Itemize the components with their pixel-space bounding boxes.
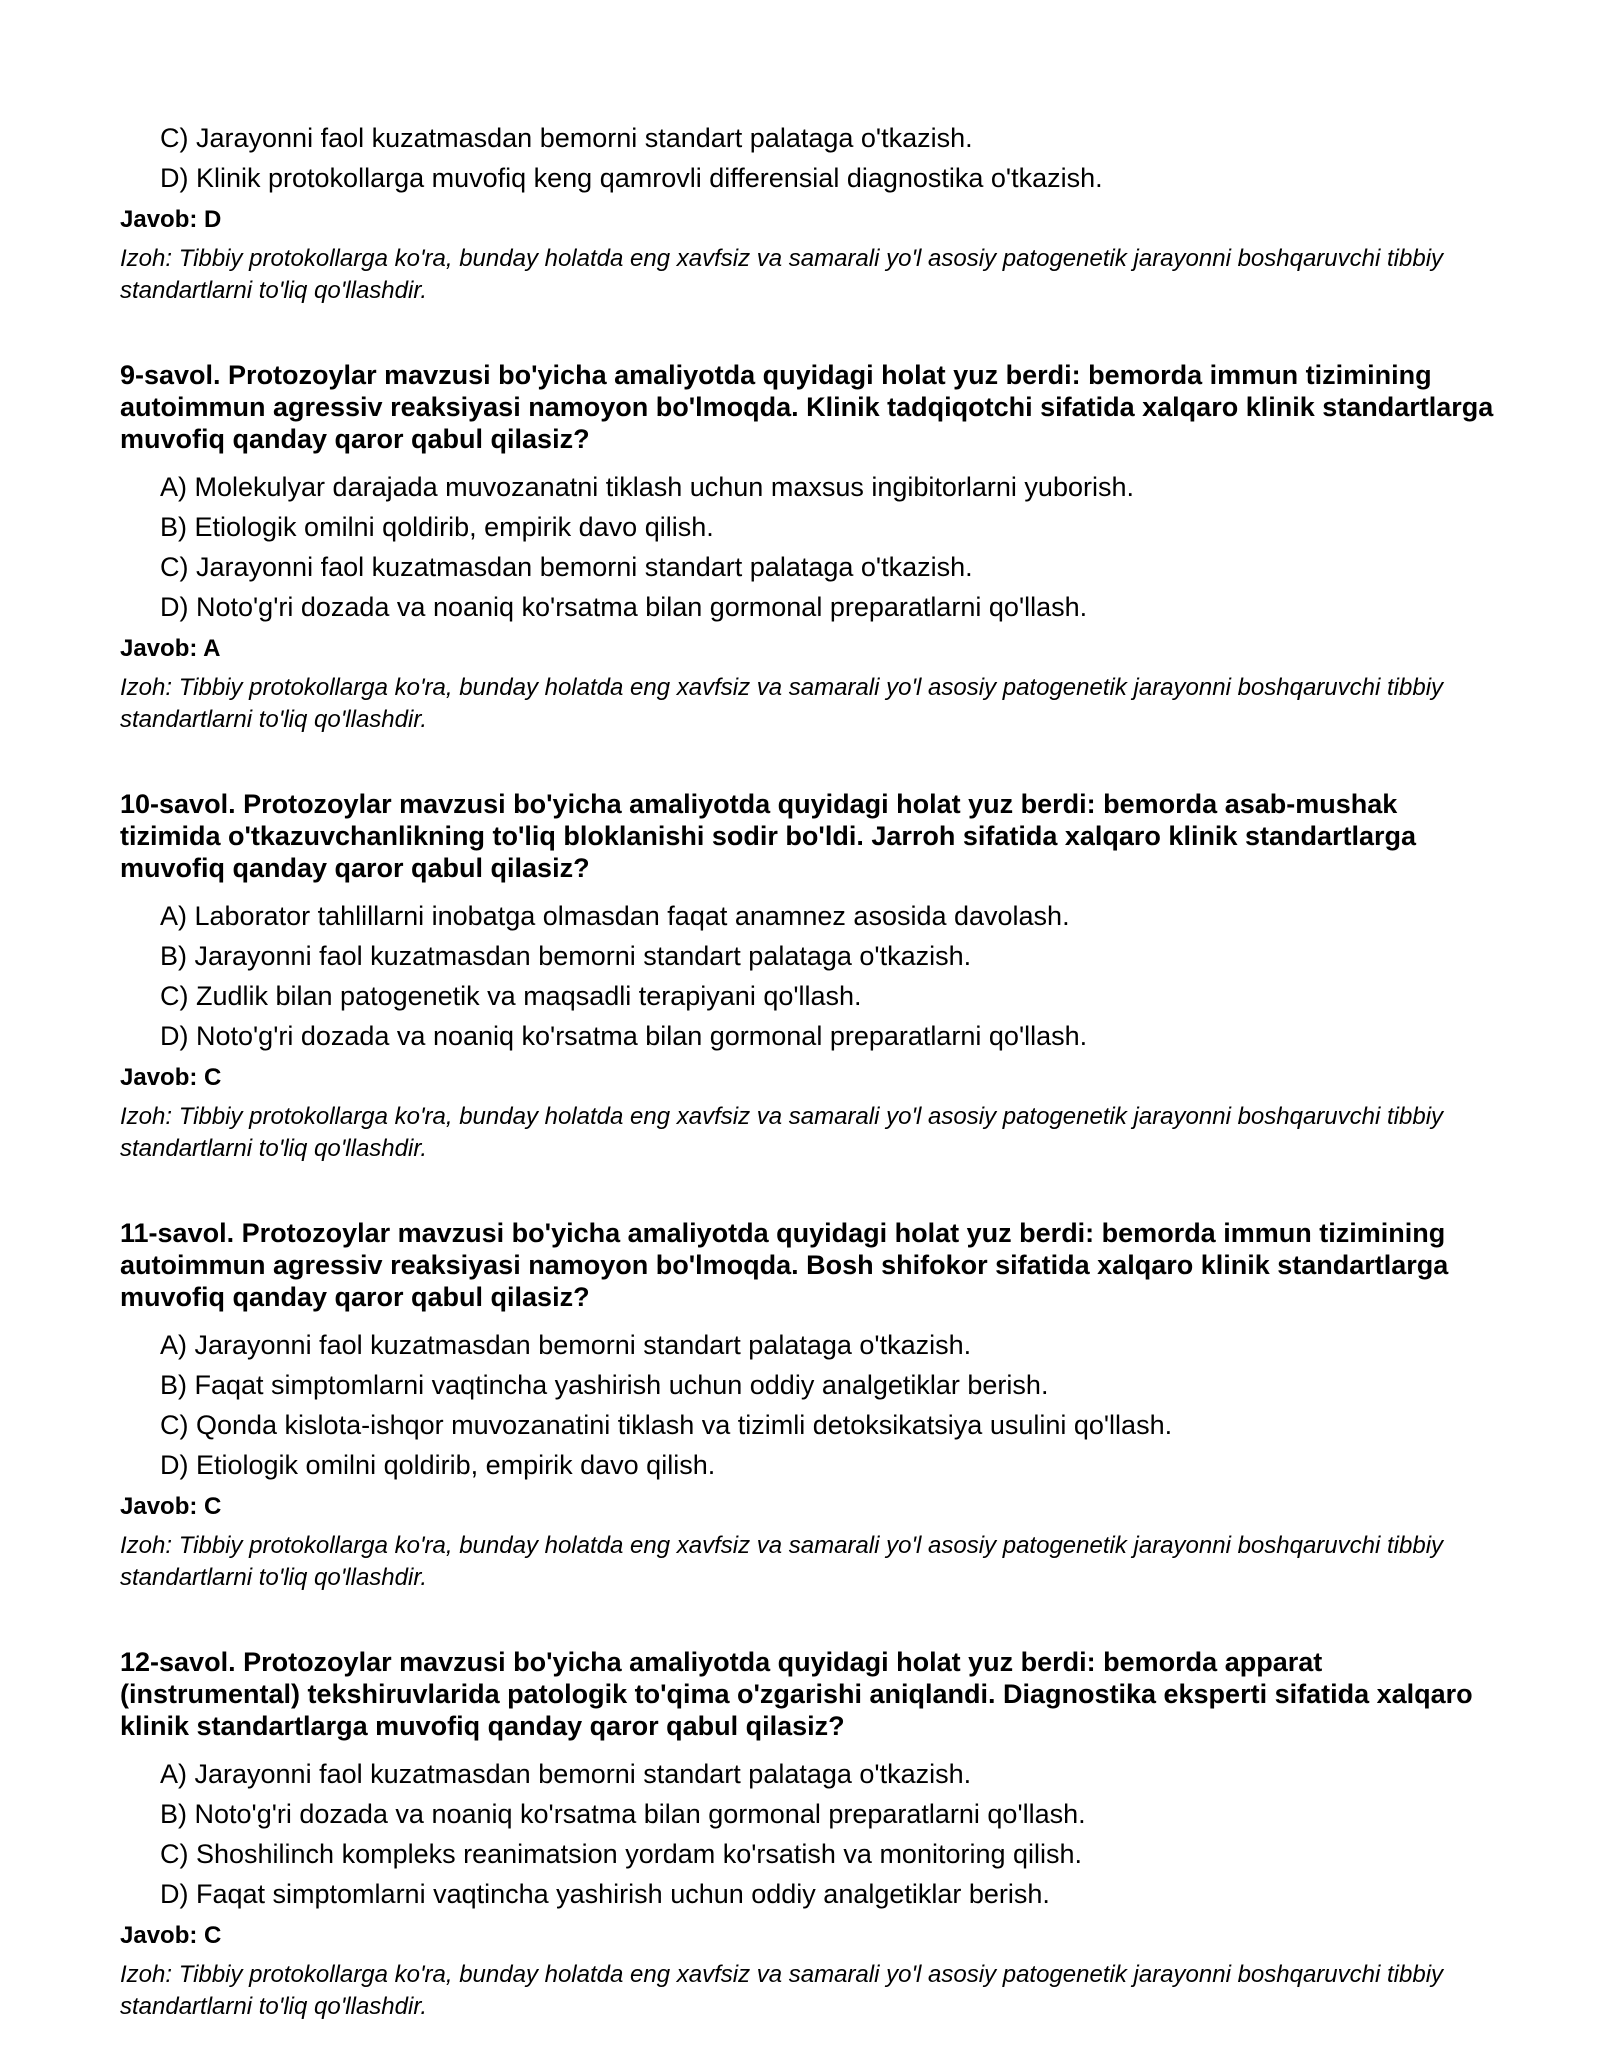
explanation-note: Izoh: Tibbiy protokollarga ko'ra, bunday holatda eng xavfsiz va samarali yo'l asosiy patogenetik jarayonni boshqaruvchi tibbiy standartlarni to'liq qo'llashdir. (120, 1532, 1444, 1591)
answer-option: A) Laborator tahlillarni inobatga olmasdan faqat anamnez asosida davolash. (160, 901, 1070, 931)
question-11 (120, 1217, 1500, 1594)
answer-option: B) Etiologik omilni qoldirib, empirik davo qilish. (160, 512, 714, 542)
correct-answer: Javob: A (120, 635, 221, 662)
answer-option: C) Shoshilinch kompleks reanimatsion yordam ko'rsatish va monitoring qilish. (160, 1839, 1083, 1869)
answer-option: B) Faqat simptomlarni vaqtincha yashirish uchun oddiy analgetiklar berish. (160, 1370, 1049, 1400)
explanation-note: Izoh: Tibbiy protokollarga ko'ra, bunday holatda eng xavfsiz va samarali yo'l asosiy patogenetik jarayonni boshqaruvchi tibbiy standartlarni to'liq qo'llashdir. (120, 1961, 1444, 2020)
explanation-note: Izoh: Tibbiy protokollarga ko'ra, bunday holatda eng xavfsiz va samarali yo'l asosiy patogenetik jarayonni boshqaruvchi tibbiy standartlarni to'liq qo'llashdir. (120, 674, 1444, 733)
answer-option: C) Zudlik bilan patogenetik va maqsadli terapiyani qo'llash. (160, 981, 862, 1011)
answer-option: D) Faqat simptomlarni vaqtincha yashirish uchun oddiy analgetiklar berish. (160, 1879, 1050, 1909)
answer-option: C) Qonda kislota-ishqor muvozanatini tiklash va tizimli detoksikatsiya usulini qo'llash. (160, 1410, 1173, 1440)
question-8-continuation (120, 118, 1500, 307)
answer-option: C) Jarayonni faol kuzatmasdan bemorni standart palataga o'tkazish. (160, 123, 973, 153)
answer-option: A) Jarayonni faol kuzatmasdan bemorni standart palataga o'tkazish. (160, 1330, 972, 1360)
correct-answer: Javob: C (120, 1064, 222, 1091)
answer-option: B) Jarayonni faol kuzatmasdan bemorni standart palataga o'tkazish. (160, 941, 972, 971)
answer-option: D) Etiologik omilni qoldirib, empirik davo qilish. (160, 1450, 716, 1480)
question-10 (120, 788, 1500, 1165)
answer-option: D) Noto'g'ri dozada va noaniq ko'rsatma bilan gormonal preparatlarni qo'llash. (160, 1021, 1088, 1051)
document-page (120, 118, 1500, 2023)
question-text: 11-savol. Protozoylar mavzusi bo'yicha amaliyotda quyidagi holat yuz berdi: bemorda immun tizimining autoimmun agressiv reaksiyasi namoyon bo'lmoqda. Bosh shifokor sifatida xalqaro klinik standartlarga muvofiq qanday qaror qabul qilasiz? (120, 1218, 1449, 1312)
explanation-note: Izoh: Tibbiy protokollarga ko'ra, bunday holatda eng xavfsiz va samarali yo'l asosiy patogenetik jarayonni boshqaruvchi tibbiy standartlarni to'liq qo'llashdir. (120, 245, 1444, 304)
answer-option: A) Jarayonni faol kuzatmasdan bemorni standart palataga o'tkazish. (160, 1759, 972, 1789)
question-text: 12-savol. Protozoylar mavzusi bo'yicha amaliyotda quyidagi holat yuz berdi: bemorda apparat (instrumental) tekshiruvlarida patologik to'qima o'zgarishi aniqlandi. Diagnostika eksperti sifatida xalqaro klinik standartlarga muvofiq qanday qaror qabul qilasiz? (120, 1647, 1473, 1741)
question-text: 10-savol. Protozoylar mavzusi bo'yicha amaliyotda quyidagi holat yuz berdi: bemorda asab-mushak tizimida o'tkazuvchanlikning to'liq bloklanishi sodir bo'ldi. Jarroh sifatida xalqaro klinik standartlarga muvofiq qanday qaror qabul qilasiz? (120, 789, 1417, 883)
answer-option: B) Noto'g'ri dozada va noaniq ko'rsatma bilan gormonal preparatlarni qo'llash. (160, 1799, 1086, 1829)
answer-option: D) Klinik protokollarga muvofiq keng qamrovli differensial diagnostika o'tkazish. (160, 163, 1103, 193)
answer-option: D) Noto'g'ri dozada va noaniq ko'rsatma bilan gormonal preparatlarni qo'llash. (160, 592, 1088, 622)
correct-answer: Javob: C (120, 1493, 222, 1520)
question-12 (120, 1646, 1500, 2023)
question-text: 9-savol. Protozoylar mavzusi bo'yicha amaliyotda quyidagi holat yuz berdi: bemorda immun tizimining autoimmun agressiv reaksiyasi namoyon bo'lmoqda. Klinik tadqiqotchi sifatida xalqaro klinik standartlarga muvofiq qanday qaror qabul qilasiz? (120, 360, 1494, 454)
correct-answer: Javob: D (120, 206, 222, 233)
answer-option: C) Jarayonni faol kuzatmasdan bemorni standart palataga o'tkazish. (160, 552, 973, 582)
answer-option: A) Molekulyar darajada muvozanatni tiklash uchun maxsus ingibitorlarni yuborish. (160, 472, 1134, 502)
question-9 (120, 359, 1500, 736)
explanation-note: Izoh: Tibbiy protokollarga ko'ra, bunday holatda eng xavfsiz va samarali yo'l asosiy patogenetik jarayonni boshqaruvchi tibbiy standartlarni to'liq qo'llashdir. (120, 1103, 1444, 1162)
correct-answer: Javob: C (120, 1922, 222, 1949)
